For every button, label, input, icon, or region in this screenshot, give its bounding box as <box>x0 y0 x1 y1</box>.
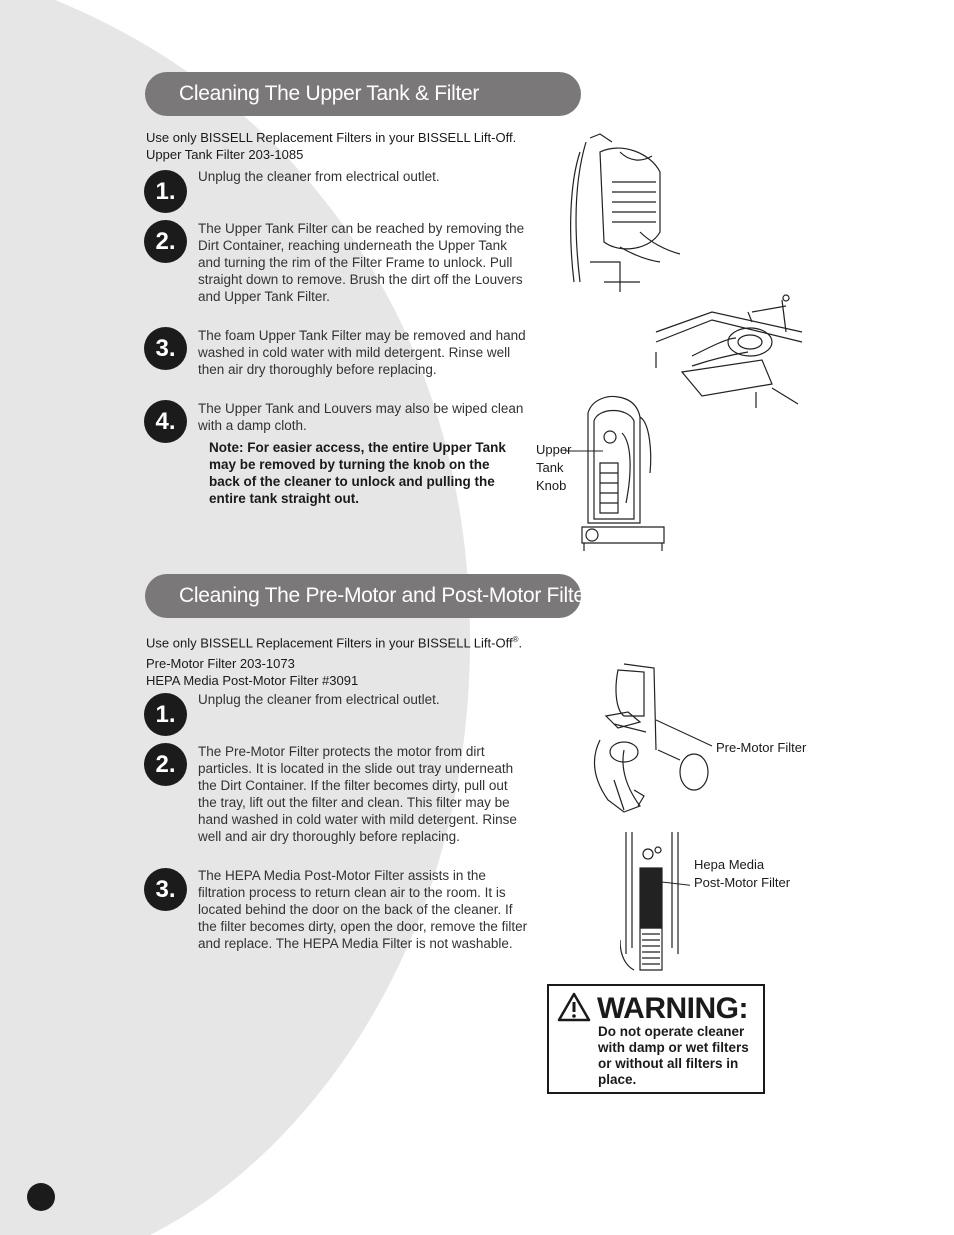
section1-intro <box>146 129 516 163</box>
page-number-dot <box>27 1183 55 1211</box>
step-text: The Upper Tank Filter can be reached by removing the Dirt Container, reaching underneath the Upper Tank and turning the rim of the Filter Frame to unlock. Pull straight down to remove. Brush the dirt off the Louvers and Upper Tank Filter. <box>198 221 525 304</box>
step-number: 4. <box>144 400 187 443</box>
callout-line: Knob <box>536 478 567 493</box>
step-text: The foam Upper Tank Filter may be removed and hand washed in cold water with mild detergent. Rinse well then air dry thoroughly before replacing. <box>198 328 526 377</box>
intro-line: Upper Tank Filter 203-1085 <box>146 147 304 162</box>
step-text: The Upper Tank and Louvers may also be wiped clean with a damp cloth. <box>198 401 524 433</box>
step-number: 2. <box>144 220 187 263</box>
upper-tank-knob-callout <box>536 441 571 495</box>
section-title-motor-filters: Cleaning The Pre-Motor and Post-Motor Filters <box>145 574 581 618</box>
registered-mark: ® <box>512 635 519 644</box>
warning-title: WARNING: <box>597 992 748 1025</box>
step-number: 3. <box>144 327 187 370</box>
pre-motor-filter-illustration <box>584 660 714 816</box>
intro-text: Use only BISSELL Replacement Filters in your BISSELL Lift-Off <box>146 635 513 651</box>
warning-box <box>547 984 765 1094</box>
intro-line: HEPA Media Post-Motor Filter #3091 <box>146 673 359 689</box>
step-text: The Pre-Motor Filter protects the motor from dirt particles. It is located in the slide out tray underneath the Dirt Container. If the filter becomes dirty, pull out the tray, lift out the filter and clean. This filter may be hand washed in cold water with mild detergent. Rinse well and air dry thoroughly before replacing. <box>198 744 517 844</box>
intro-line: Use only BISSELL Replacement Filters in your BISSELL Lift-Off. <box>146 130 517 145</box>
hepa-filter-illustration <box>620 830 690 976</box>
callout-line: Post-Motor Filter <box>694 875 791 890</box>
note-text: Note: For easier access, the entire Upper Tank may be removed by turning the knob on the back of the cleaner to unlock and pulling the entire tank straight out. <box>209 440 506 506</box>
upper-tank-illustration <box>560 132 690 292</box>
hepa-filter-callout <box>694 856 790 892</box>
intro-period: . <box>518 635 523 651</box>
step-text: The HEPA Media Post-Motor Filter assists in the filtration process to return clean air to the room. It is located behind the door on the back of the cleaner. If the filter becomes dirty, open the door, remove the filter and replace. The HEPA Media Filter is not washable. <box>198 868 528 951</box>
section2-intro <box>146 631 522 689</box>
intro-line: Pre-Motor Filter 203-1073 <box>146 656 295 672</box>
step-text: Unplug the cleaner from electrical outlet. <box>198 692 440 707</box>
step-number: 1. <box>144 693 187 736</box>
section-title-upper-tank: Cleaning The Upper Tank & Filter <box>145 72 581 116</box>
pre-motor-filter-callout: Pre-Motor Filter <box>716 740 807 755</box>
callout-line: Hepa Media <box>694 857 765 872</box>
step-number: 3. <box>144 868 187 911</box>
callout-line: Tank <box>536 460 564 475</box>
callout-line: Upper <box>536 442 572 457</box>
warning-text: Do not operate cleaner with damp or wet filters or without all filters in place. <box>598 1024 749 1087</box>
intro-line <box>146 631 522 651</box>
warning-triangle-icon <box>557 992 591 1022</box>
step-text: Unplug the cleaner from electrical outlet. <box>198 169 440 184</box>
step-number: 1. <box>144 170 187 213</box>
upper-tank-knob-illustration <box>578 393 668 551</box>
step-number: 2. <box>144 743 187 786</box>
sink-washing-illustration <box>652 292 812 408</box>
